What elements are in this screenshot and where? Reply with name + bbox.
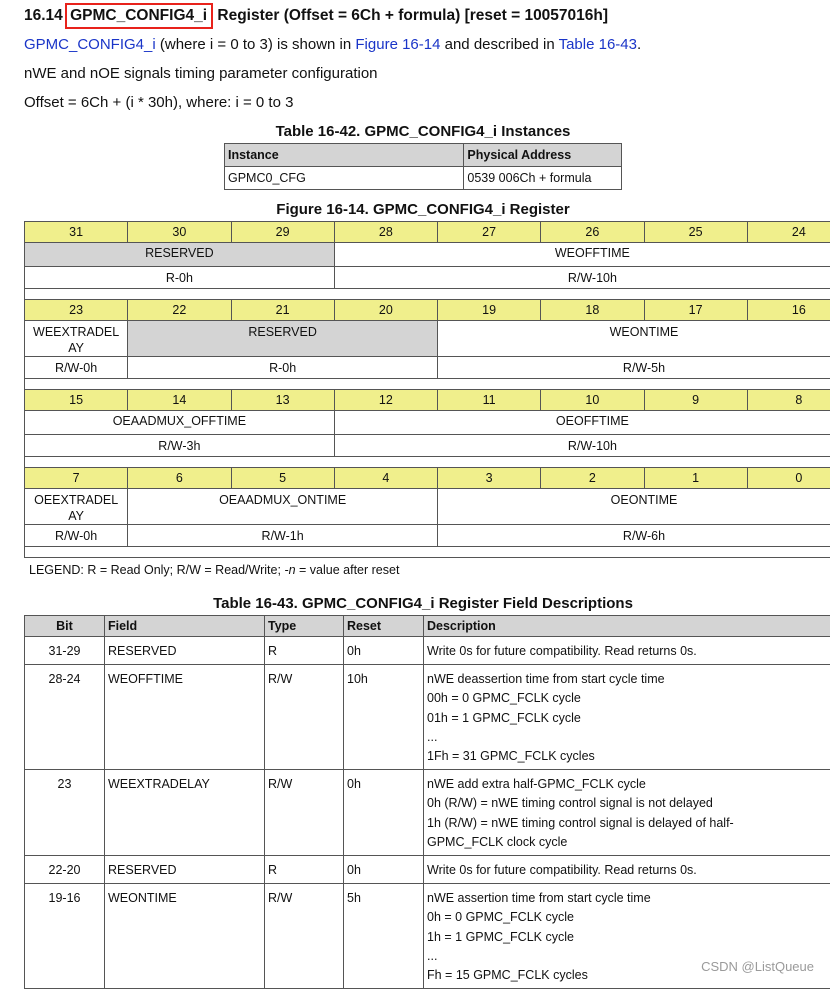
field-cell: RESERVED: [105, 637, 265, 665]
bit-number: 17: [644, 300, 747, 321]
legend-n: -n: [284, 563, 295, 577]
description-line: ...: [427, 728, 830, 747]
row-spacer: [25, 457, 830, 468]
bit-number: 31: [25, 222, 128, 243]
table-row: [25, 637, 830, 665]
bit-number: 30: [128, 222, 231, 243]
bit-number: 27: [438, 222, 541, 243]
field-descriptions-table: [24, 615, 830, 989]
field-name: WEONTIME: [438, 321, 830, 357]
column-header: Type: [265, 616, 344, 637]
bit-number: 4: [334, 468, 437, 489]
field-name: RESERVED: [25, 243, 335, 267]
bit-number: 16: [747, 300, 830, 321]
type-cell: R: [265, 856, 344, 884]
reset-cell: 0h: [344, 637, 424, 665]
bit-number: 26: [541, 222, 644, 243]
field-name: WEOFFTIME: [334, 243, 830, 267]
bit-number-row: [25, 390, 830, 411]
section-heading-rest: Register (Offset = 6Ch + formula) [reset = 10057016h]: [217, 7, 608, 24]
description-line: 01h = 1 GPMC_FCLK cycle: [427, 709, 830, 728]
bit-cell: 19-16: [25, 884, 105, 989]
field-access: R/W-6h: [438, 525, 830, 547]
bit-number: 11: [438, 390, 541, 411]
bit-number: 10: [541, 390, 644, 411]
offset-text: Offset = 6Ch + (i * 30h), where: i = 0 to 3: [24, 94, 293, 111]
row-spacer: [25, 547, 830, 558]
description-line: 0h (R/W) = nWE timing control signal is not delayed: [427, 794, 830, 813]
table-row: [25, 665, 830, 770]
field-name: RESERVED: [128, 321, 438, 357]
type-cell: R/W: [265, 770, 344, 856]
field-access-row: [25, 525, 830, 547]
field-access-row: [25, 267, 830, 289]
field-access: R-0h: [25, 267, 335, 289]
field-name: WEEXTRADEL AY: [25, 321, 128, 357]
description-line: nWE add extra half-GPMC_FCLK cycle: [427, 775, 830, 794]
field-access: R/W-3h: [25, 435, 335, 457]
bit-number: 25: [644, 222, 747, 243]
row-spacer: [25, 289, 830, 300]
bit-number: 28: [334, 222, 437, 243]
table-header-row: [225, 144, 622, 167]
field-access-row: [25, 357, 830, 379]
description-line: 0h = 0 GPMC_FCLK cycle: [427, 908, 830, 927]
bit-number: 7: [25, 468, 128, 489]
description-line: nWE assertion time from start cycle time: [427, 889, 830, 908]
intro-text: and described in: [440, 36, 558, 53]
description-line: 1h = 1 GPMC_FCLK cycle: [427, 928, 830, 947]
figure-caption: Figure 16-14. GPMC_CONFIG4_i Register: [24, 201, 822, 218]
type-cell: R/W: [265, 884, 344, 989]
intro-text: (where i = 0 to 3) is shown in: [156, 36, 356, 53]
bit-cell: 28-24: [25, 665, 105, 770]
bit-number: 29: [231, 222, 334, 243]
watermark: CSDN @ListQueue: [701, 959, 814, 974]
field-name: OEONTIME: [438, 489, 830, 525]
table-row: [25, 770, 830, 856]
type-cell: R: [265, 637, 344, 665]
legend-prefix: LEGEND: R = Read Only; R/W = Read/Write;: [29, 563, 284, 577]
bit-number: 5: [231, 468, 334, 489]
column-header: Physical Address: [464, 144, 622, 167]
field-cell: RESERVED: [105, 856, 265, 884]
instances-table: [224, 143, 622, 190]
instance-cell: GPMC0_CFG: [225, 167, 464, 190]
summary-text: nWE and nOE signals timing parameter configuration: [24, 65, 378, 82]
field-access-row: [25, 435, 830, 457]
bit-number: 0: [747, 468, 830, 489]
legend-text: [29, 563, 399, 577]
field-name-row: [25, 411, 830, 435]
field-cell: WEONTIME: [105, 884, 265, 989]
field-access: R/W-10h: [334, 267, 830, 289]
intro-paragraph: [24, 36, 641, 53]
reset-cell: 5h: [344, 884, 424, 989]
reset-cell: 0h: [344, 856, 424, 884]
bit-number: 12: [334, 390, 437, 411]
field-cell: WEOFFTIME: [105, 665, 265, 770]
field-name: OEAADMUX_ONTIME: [128, 489, 438, 525]
field-name-row: [25, 243, 830, 267]
description-line: 1Fh = 31 GPMC_FCLK cycles: [427, 747, 830, 766]
field-access: R/W-10h: [334, 435, 830, 457]
column-header: Description: [424, 616, 830, 637]
column-header: Bit: [25, 616, 105, 637]
description-line: 00h = 0 GPMC_FCLK cycle: [427, 689, 830, 708]
column-header: Reset: [344, 616, 424, 637]
field-name: OEEXTRADEL AY: [25, 489, 128, 525]
intro-text: .: [637, 36, 641, 53]
description-cell: [424, 637, 830, 665]
bit-number: 22: [128, 300, 231, 321]
bit-number: 15: [25, 390, 128, 411]
field-cell: WEEXTRADELAY: [105, 770, 265, 856]
bit-number: 24: [747, 222, 830, 243]
highlighted-register-name: GPMC_CONFIG4_i: [65, 3, 213, 29]
field-access: R-0h: [128, 357, 438, 379]
row-spacer: [25, 379, 830, 390]
field-name: OEOFFTIME: [334, 411, 830, 435]
field-name-row: [25, 321, 830, 357]
field-access: R/W-1h: [128, 525, 438, 547]
bit-cell: 31-29: [25, 637, 105, 665]
table-row: [225, 167, 622, 190]
section-heading: [24, 7, 608, 25]
bit-number-row: [25, 300, 830, 321]
section-number: 16.14: [24, 7, 63, 24]
type-cell: R/W: [265, 665, 344, 770]
bit-number-row: [25, 468, 830, 489]
field-access: R/W-0h: [25, 525, 128, 547]
instances-table-caption: Table 16-42. GPMC_CONFIG4_i Instances: [224, 123, 622, 140]
bit-number: 9: [644, 390, 747, 411]
reset-cell: 0h: [344, 770, 424, 856]
description-line: Write 0s for future compatibility. Read returns 0s.: [427, 861, 830, 880]
description-line: 1h (R/W) = nWE timing control signal is delayed of half-: [427, 814, 830, 833]
bit-cell: 23: [25, 770, 105, 856]
register-figure: [24, 221, 830, 558]
desc-table-caption: Table 16-43. GPMC_CONFIG4_i Register Field Descriptions: [24, 595, 822, 612]
bit-number: 6: [128, 468, 231, 489]
bit-number: 8: [747, 390, 830, 411]
description-line: nWE deassertion time from start cycle time: [427, 670, 830, 689]
bit-number: 19: [438, 300, 541, 321]
column-header: Field: [105, 616, 265, 637]
bit-number: 3: [438, 468, 541, 489]
bit-number: 13: [231, 390, 334, 411]
description-line: Write 0s for future compatibility. Read returns 0s.: [427, 642, 830, 661]
table-link[interactable]: Table 16-43: [559, 36, 637, 53]
reset-cell: 10h: [344, 665, 424, 770]
field-access: R/W-5h: [438, 357, 830, 379]
description-line: GPMC_FCLK clock cycle: [427, 833, 830, 852]
field-name: OEAADMUX_OFFTIME: [25, 411, 335, 435]
bit-number: 21: [231, 300, 334, 321]
bit-number-row: [25, 222, 830, 243]
bit-cell: 22-20: [25, 856, 105, 884]
table-header-row: [25, 616, 830, 637]
register-link[interactable]: GPMC_CONFIG4_i: [24, 36, 156, 53]
description-cell: [424, 770, 830, 856]
figure-link[interactable]: Figure 16-14: [355, 36, 440, 53]
description-line: ...: [427, 947, 830, 966]
field-access: R/W-0h: [25, 357, 128, 379]
field-name-row: [25, 489, 830, 525]
bit-number: 20: [334, 300, 437, 321]
legend-suffix: = value after reset: [296, 563, 400, 577]
bit-number: 1: [644, 468, 747, 489]
table-row: [25, 856, 830, 884]
bit-number: 18: [541, 300, 644, 321]
bit-number: 14: [128, 390, 231, 411]
address-cell: 0539 006Ch + formula: [464, 167, 622, 190]
column-header: Instance: [225, 144, 464, 167]
bit-number: 2: [541, 468, 644, 489]
description-line: Fh = 15 GPMC_FCLK cycles: [427, 966, 830, 985]
bit-number: 23: [25, 300, 128, 321]
description-cell: [424, 856, 830, 884]
description-cell: [424, 665, 830, 770]
